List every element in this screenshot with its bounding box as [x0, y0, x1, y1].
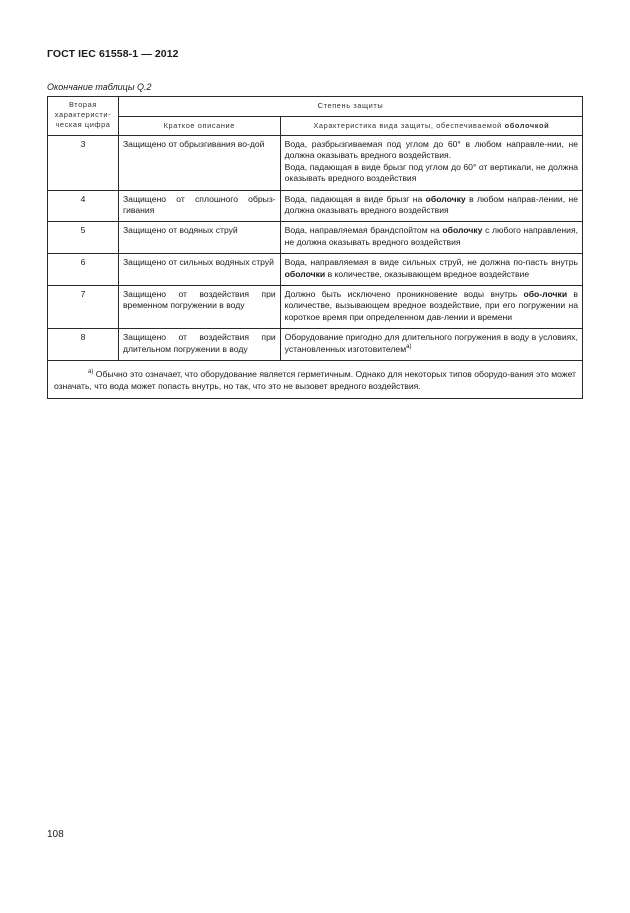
table-row — [48, 254, 583, 286]
row-description: Защищено от водяных струй — [118, 222, 280, 254]
row-description: Защищено от воздействия при длительном погружении в воду — [118, 329, 280, 361]
page-number: 108 — [47, 829, 64, 840]
row-digit: 4 — [48, 190, 119, 222]
row-digit: 5 — [48, 222, 119, 254]
row-description: Защищено от воздействия при временном погружении в воду — [118, 286, 280, 329]
row-digit: 7 — [48, 286, 119, 329]
table-row — [48, 329, 583, 361]
row-characteristic: Вода, направляемая брандспойтом на оболочку с любого направления, не должна оказывать вредного воздействия — [280, 222, 582, 254]
row-characteristic: Вода, направляемая в виде сильных струй, не должна по-пасть внутрь оболочки в количестве, оказывающем вредное воздействие — [280, 254, 582, 286]
row-description: Защищено от сильных водяных струй — [118, 254, 280, 286]
header-short-description: Краткое описание — [118, 116, 280, 136]
document-header: ГОСТ IEC 61558-1 — 2012 — [47, 48, 179, 60]
table-row — [48, 136, 583, 191]
row-digit: 6 — [48, 254, 119, 286]
protection-degree-table — [47, 96, 583, 399]
header-protection-characteristic: Характеристика вида защиты, обеспечиваемой оболочкой — [280, 116, 582, 136]
row-description: Защищено от сплошного обрыз-гивания — [118, 190, 280, 222]
table-row — [48, 190, 583, 222]
table-caption: Окончание таблицы Q.2 — [47, 82, 152, 92]
row-characteristic: Вода, падающая в виде брызг на оболочку в любом направ-лении, не должна оказывать вредного воздействия — [280, 190, 582, 222]
table-footnote: $^{a)}$ Обычно это означает, что оборудование является герметичным. Однако для некоторых типов оборудо-вания это может означать, что вода может попасть внутрь, но так, что это не вызовет вредного воздействия. — [48, 361, 583, 399]
row-description: Защищено от обрызгивания во-дой — [118, 136, 280, 191]
table-row — [48, 286, 583, 329]
header-second-digit: Вторая характеристи-ческая цифра — [48, 97, 119, 136]
row-characteristic: Оборудование пригодно для длительного погружения в воду в условиях, установленных изготовителем$^{a)}$ — [280, 329, 582, 361]
table-row — [48, 222, 583, 254]
row-characteristic: Вода, разбрызгиваемая под углом до 60° в любом направле-нии, не должна оказывать вредного воздействия. Вода, падающая в виде брызг под углом до 60° от вертикали, не должна оказывать вредного воздействия — [280, 136, 582, 191]
row-digit: 8 — [48, 329, 119, 361]
header-degree-of-protection: Степень защиты — [118, 97, 582, 117]
row-digit: 3 — [48, 136, 119, 191]
footnote-row — [48, 361, 583, 399]
row-characteristic: Должно быть исключено проникновение воды внутрь обо-лочки в количестве, вызывающем вредное воздействие, при его погружении на короткое время при определенном дав-лении и времени — [280, 286, 582, 329]
